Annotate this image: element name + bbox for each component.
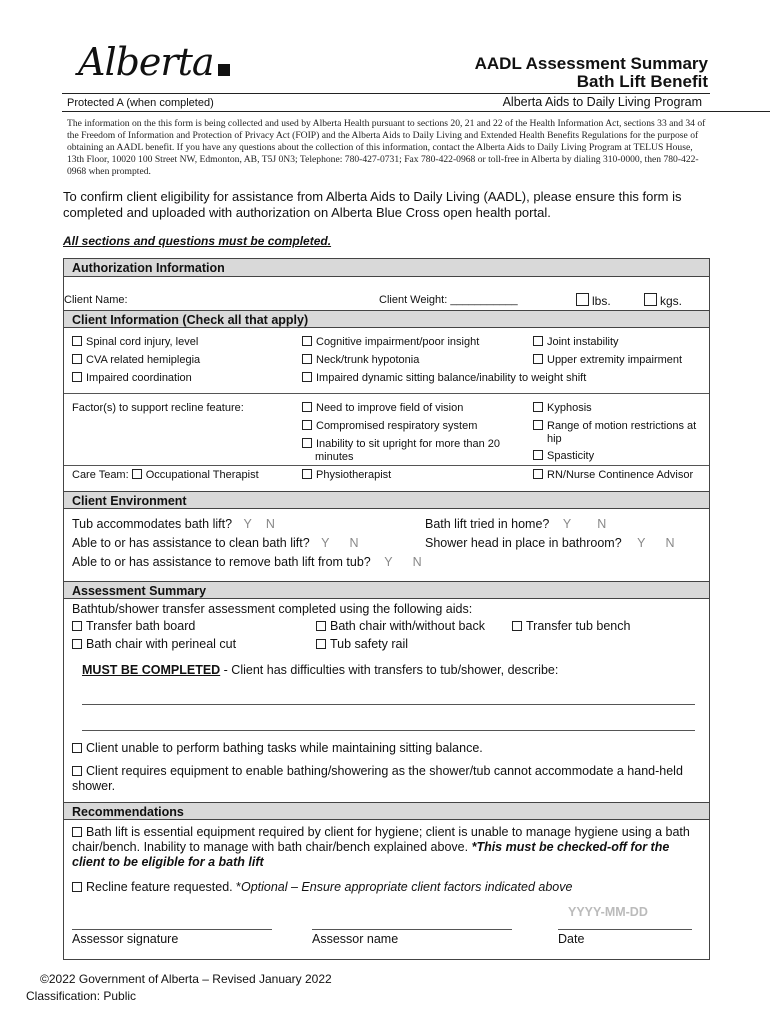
recline-requested-option[interactable]: Recline feature requested. *Optional – Ensure appropriate client factors indicated above (72, 880, 572, 894)
date-line[interactable] (558, 929, 692, 930)
assessment-header: Assessment Summary (64, 581, 709, 599)
date-placeholder: YYYY-MM-DD (568, 905, 648, 919)
form-box (63, 258, 710, 960)
divider (64, 393, 709, 394)
client-name-label: Client Name: (64, 294, 128, 306)
signature-line[interactable] (72, 929, 272, 930)
requires-option[interactable]: Client requires equipment to enable bathing/showering as the shower/tub cannot accommodate a hand-held shower. (72, 764, 683, 793)
physio-option[interactable]: Physiotherapist (302, 469, 391, 481)
classification: Classification: Public (26, 989, 137, 1003)
recommendations-header: Recommendations (64, 802, 709, 820)
must-complete-label: MUST BE COMPLETED - Client has difficulties with transfers to tub/shower, describe: (82, 663, 559, 677)
rn-option[interactable]: RN/Nurse Continence Advisor (533, 469, 693, 481)
aid-option[interactable]: Transfer bath board (72, 619, 195, 633)
describe-line-2[interactable] (82, 730, 695, 731)
form-title: AADL Assessment Summary (474, 54, 708, 73)
describe-line-1[interactable] (82, 704, 695, 705)
condition-option[interactable]: Impaired dynamic sitting balance/inability to weight shift (302, 372, 586, 384)
aid-option[interactable]: Tub safety rail (316, 637, 408, 651)
condition-option[interactable]: Neck/trunk hypotonia (302, 354, 419, 366)
header-rule-2 (62, 111, 770, 112)
env-question: Bath lift tried in home? Y N (425, 517, 607, 531)
lbs-option[interactable]: lbs. (576, 293, 611, 308)
recline-option[interactable]: Inability to sit upright for more than 20 (302, 438, 500, 450)
kgs-checkbox[interactable] (644, 293, 657, 306)
env-question: Able to or has assistance to clean bath lift? Y N (72, 536, 359, 550)
recline-option-cont: minutes (315, 451, 354, 463)
signature-label: Assessor signature (72, 932, 179, 946)
unable-option[interactable]: Client unable to perform bathing tasks while maintaining sitting balance. (72, 741, 483, 755)
condition-option[interactable]: Cognitive impairment/poor insight (302, 336, 479, 348)
protected-label: Protected A (when completed) (67, 97, 214, 109)
ot-checkbox[interactable] (132, 469, 142, 479)
recline-option[interactable]: Range of motion restrictions at (533, 420, 696, 432)
all-required-note: All sections and questions must be completed. (63, 234, 332, 248)
authorization-header: Authorization Information (64, 259, 709, 277)
recline-option[interactable]: Spasticity (533, 450, 594, 462)
env-question: Able to or has assistance to remove bath lift from tub? Y N (72, 555, 422, 569)
aid-option[interactable]: Bath chair with/without back (316, 619, 485, 633)
condition-option[interactable]: CVA related hemiplegia (72, 354, 200, 366)
logo-mark-icon (218, 64, 230, 76)
aid-option[interactable]: Bath chair with perineal cut (72, 637, 236, 651)
client-info-header: Client Information (Check all that apply) (64, 310, 709, 328)
recline-option[interactable]: Kyphosis (533, 402, 592, 414)
condition-option[interactable]: Upper extremity impairment (533, 354, 682, 366)
essential-option[interactable]: Bath lift is essential equipment required by client for hygiene; client is unable to manage hygiene using a bath chair/bench. Inability to manage with bath chair/bench explained above. *This must be checked-off for the client to be eligible for a bath lift (72, 825, 690, 869)
condition-option[interactable]: Impaired coordination (72, 372, 192, 384)
recline-option[interactable]: Compromised respiratory system (302, 420, 477, 432)
privacy-notice: The information on the this form is being collected and used by Alberta Health pursuant to sections 20, 21 and 22 of the Health Information Act, sections 33 and 34 of the Freedom of Information and Protection of Privacy Act (FOIP) and the Alberta Aids to Daily Living and Extended Health Benefits Regulations for the purpose of obtaining an AADL benefit. If you have any questions about the collection of this information, contact the Alberta Aids to Daily Living Program at TELUS House, 13th Floor, 10020 100 Street NW, Edmonton, AB, T5J 0N3; Telephone: 780-427-0731; Fax 780-422-0968 or toll-free in Alberta by dialing 310-0000, then 780-422-0968 when prompted. (67, 118, 706, 177)
aid-option[interactable]: Transfer tub bench (512, 619, 630, 633)
header-rule (62, 93, 710, 94)
program-label: Alberta Aids to Daily Living Program (502, 95, 702, 109)
recline-label: Factor(s) to support recline feature: (72, 402, 244, 414)
kgs-option[interactable]: kgs. (644, 293, 682, 308)
recline-option-cont: hip (547, 433, 562, 445)
env-question: Shower head in place in bathroom? Y N (425, 536, 675, 550)
form-subtitle: Bath Lift Benefit (576, 72, 708, 91)
date-label: Date (558, 932, 585, 946)
condition-option[interactable]: Joint instability (533, 336, 619, 348)
care-team-row: Care Team: Occupational Therapist (72, 469, 259, 481)
condition-option[interactable]: Spinal cord injury, level (72, 336, 198, 348)
recline-option[interactable]: Need to improve field of vision (302, 402, 463, 414)
env-question: Tub accommodates bath lift? Y N (72, 517, 275, 531)
intro-text: To confirm client eligibility for assistance from Alberta Aids to Daily Living (AADL), please ensure this form is completed and uploaded with authorization on Alberta Blue Cross open health portal. (63, 189, 682, 220)
name-line[interactable] (312, 929, 512, 930)
divider (64, 465, 709, 466)
copyright: ©2022 Government of Alberta – Revised January 2022 (40, 972, 332, 986)
client-weight-field[interactable]: Client Weight: ___________ (379, 294, 518, 306)
assessment-intro: Bathtub/shower transfer assessment completed using the following aids: (72, 602, 473, 616)
name-label: Assessor name (312, 932, 399, 946)
lbs-checkbox[interactable] (576, 293, 589, 306)
environment-header: Client Environment (64, 491, 709, 509)
alberta-logo: Alberta (78, 40, 214, 84)
